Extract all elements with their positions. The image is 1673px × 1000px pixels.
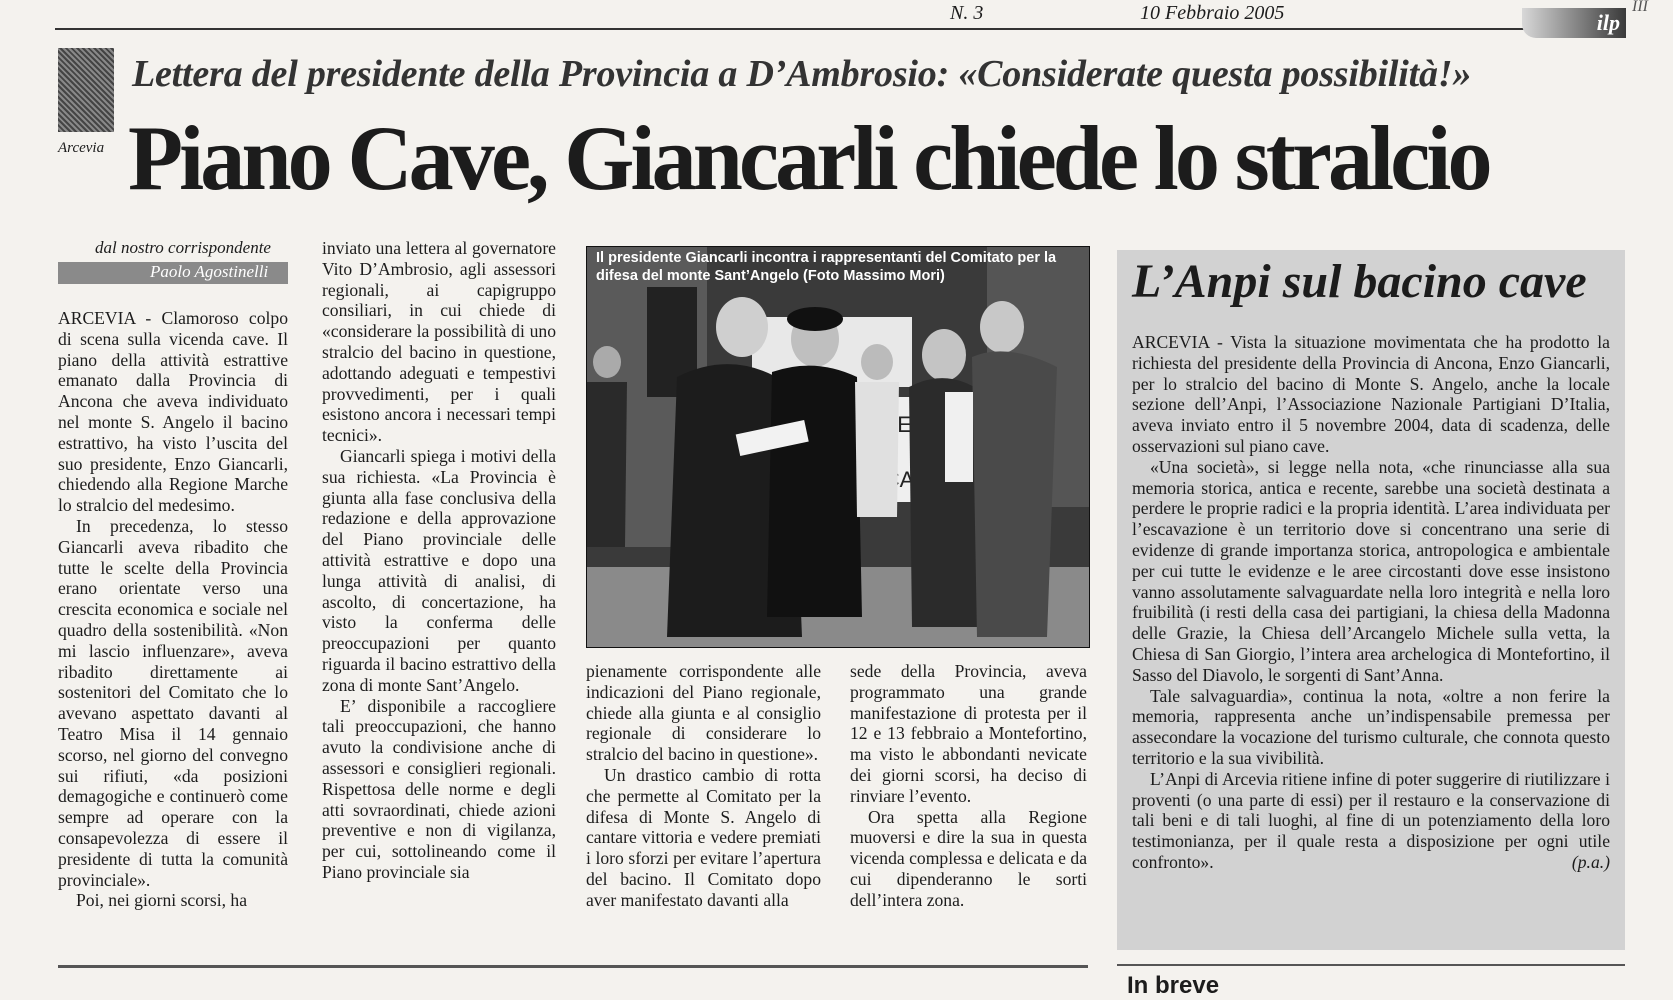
paragraph: ARCEVIA - Clamoroso colpo di scena sulla vicenda cave. Il piano della attività estrattive emanato dalla Provincia di Ancona che aveva individuato nel monte S. Angelo il bacino estrattivo, ha visto l’uscita del suo presidente, Enzo Giancarli, chiedendo alla Regione Marche lo stralcio del medesimo. (58, 308, 288, 516)
paragraph: Giancarli spiega i motivi della sua richiesta. «La Provincia è giunta alla fase conclusiva della redazione e della approvazione del Piano provinciale delle attività estrattive e dopo una lunga attività di analisi, di ascolto, di concertazione, ha visto la conferma delle preoccupazioni per quanto riguarda il bacino estrattivo della zona di monte Sant’Angelo. (322, 445, 556, 695)
bottom-rule-right (1117, 964, 1625, 966)
paragraph: ARCEVIA - Vista la situazione movimentata che ha prodotto la richiesta del presidente della Provincia di Ancona, Enzo Giancarli, per lo stralcio del bacino di Monte S. Angelo, anche la locale sezione dell’Anpi, l’Associazione Nazionale Partigiani D’Italia, aveva inviato entro il 5 novembre 2004, data di scadenza, delle osservazioni sul piano cave. (1132, 332, 1610, 456)
article-kicker: Lettera del presidente della Provincia a D’Ambrosio: «Considerate questa possibilità!» (132, 53, 1472, 95)
section-label: Arcevia (58, 140, 105, 156)
article-headline: Piano Cave, Giancarli chiede lo stralcio (128, 107, 1489, 209)
sidebar-title: L’Anpi sul bacino cave (1132, 255, 1587, 308)
sidebar-text (1132, 332, 1610, 873)
paragraph: sede della Provincia, aveva programmato una grande manifestazione di protesta per il 12 e 13 febbraio a Montefortino, ma visto le abbondanti nevicate dei giorni scorsi, ha deciso di rinviare l’evento. (850, 661, 1087, 806)
byline-from: dal nostro corrispondente (95, 238, 271, 257)
article-column-3 (586, 661, 821, 911)
photo-caption: Il presidente Giancarli incontra i rappresentanti del Comitato per la difesa del monte Sant’Angelo (Foto Massimo Mori) (596, 250, 1057, 284)
issue-date: 10 Febbraio 2005 (1140, 2, 1285, 24)
paragraph: «Una società», si legge nella nota, «che rinunciasse alla sua memoria storica, antica e recente, sarebbe una società destinata a perdere le proprie radici e la propria identità. L’area individuata per l’escavazione è un territorio dove si concentrano una serie di evidenze di grande importanza storica, antropologica e ambientale per cui tutte le evidenze e le aree circostanti dove esse insistono vanno assolutamente salvaguardate nella loro integrità e nella loro fruibilità (i resti della casa dei partigiani, la chiesa della Madonna delle Grazie, la Chiesa dell’Arcangelo Michele sulla vetta, la Chiesa di San Giorgio, l’intera area archelogica di Montefortino, il Sasso del Diavolo, le sorgenti di Sant’Anna. (1132, 456, 1610, 685)
paragraph: Ora spetta alla Regione muoversi e dire la sua in questa vicenda complessa e delicata e da cui dipenderanno le sorti dell’intera zona. (850, 806, 1087, 910)
paragraph: inviato una lettera al governatore Vito D’Ambrosio, agli assessori regionali, ai capigruppo consiliari, in cui chiede di «considerare la possibilità di uno stralcio del bacino in questione, adottando adeguati e tempestivi provvedimenti, per i quali esistono ancora i necessari tempi tecnici». (322, 238, 556, 446)
logo-text: ilp (1596, 10, 1620, 35)
section-pattern-icon (58, 48, 114, 132)
paragraph: Poi, nei giorni scorsi, ha (76, 890, 248, 911)
bottom-rule (58, 965, 1088, 968)
paragraph: Tale salvaguardia», continua la nota, «oltre a non ferire la memoria, rappresenta anche un’indispensabile premessa per assecondare la vocazione del turismo culturale, che connota questo territorio e la sua vivibilità. (1132, 685, 1610, 768)
paragraph: pienamente corrispondente alle indicazioni del Piano regionale, chiede alla giunta e al consiglio regionale di considerare lo stralcio del bacino in questione». (586, 661, 821, 765)
article-column-2 (322, 238, 556, 883)
byline-name: Paolo Agostinelli (150, 262, 269, 281)
paragraph: E’ disponibile a raccogliere tali preoccupazioni, che hanno avuto la condivisione anche di assessori e consiglieri regionali. Rispettosa delle norme e degli atti sovraordinati, chiede azioni preventive e non di vigilanza, per cui, sottolineando come il Piano provinciale sia (322, 695, 556, 882)
article-photo (586, 246, 1090, 648)
author-initials: (p.a.) (1571, 851, 1610, 872)
photo-illustration (587, 247, 1089, 647)
article-column-1 (58, 308, 288, 911)
paragraph (1132, 769, 1610, 873)
page-number: III (1632, 0, 1648, 15)
newspaper-logo (1522, 8, 1626, 38)
in-breve-heading: In breve (1127, 972, 1220, 999)
paragraph: Un drastico cambio di rotta che permette al Comitato per la difesa di Monte S. Angelo di cantare vittoria e vedere premiati i loro sforzi per evitare l’apertura del bacino. Il Comitato dopo aver manifestato davanti alla (586, 764, 821, 910)
article-column-4 (850, 661, 1087, 911)
masthead-rule (55, 28, 1625, 30)
paragraph: In precedenza, lo stesso Giancarli aveva ribadito che tutte le scelte della Provincia erano orientate verso una crescita economica e sociale nel quadro della sostenibilità. «Non mi lascio influenzare», aveva ribadito direttamente ai sostenitori del Comitato che lo avevano aspettato davanti al Teatro Misa il 14 gennaio scorso, nel giorno del convegno sui rifiuti, «da posizioni demagogiche e continuerò come sempre ad operare con la consapevolezza di essere il presidente di tutta la comunità provinciale». (58, 515, 288, 890)
paragraph-text: L’Anpi di Arcevia ritiene infine di poter suggerire di riutilizzare i proventi (o una parte di essi) per il restauro e la conservazione di tali beni e di tali luoghi, al fine di un potenziamento della loro testimonianza, per il quale resta a disposizione per ogni utile confronto». (1132, 768, 1610, 872)
issue-number: N. 3 (950, 2, 984, 24)
